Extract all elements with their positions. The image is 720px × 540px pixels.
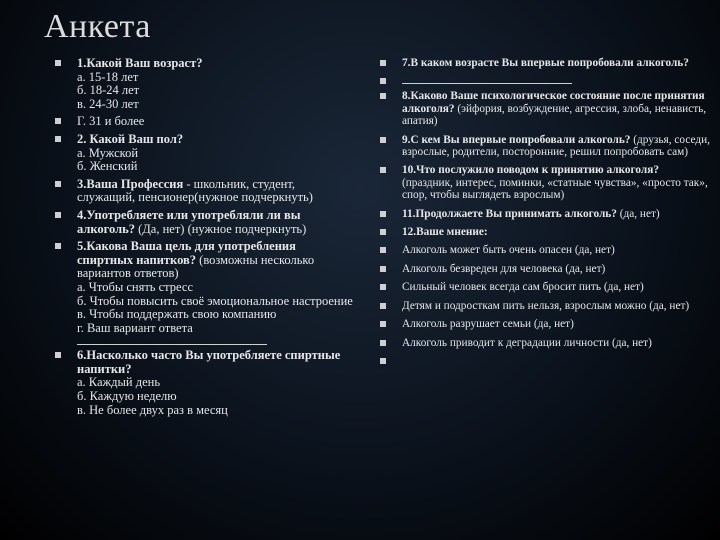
- question-frequency: [55, 349, 355, 417]
- square-bullet-icon: [380, 229, 386, 235]
- answer-option: а. Чтобы снять стресс: [77, 279, 193, 294]
- answer-option: в. Не более двух раз в месяц: [77, 402, 228, 417]
- square-bullet-icon: [380, 247, 386, 253]
- question-profession: [55, 178, 355, 205]
- answer-option: б. Чтобы повысить своё эмоциональное настроение: [77, 293, 353, 308]
- square-bullet-icon: [55, 136, 61, 142]
- square-bullet-icon: [380, 211, 386, 217]
- question-hint: (праздник, интерес, поминки, «статные чувства», «просто так», спор, чтобы выглядеть взрослым): [402, 176, 708, 202]
- question-reason: [380, 164, 710, 201]
- statement-text: Алкоголь безвреден для человека (да, нет): [402, 262, 606, 275]
- question-text: 6.Насколько часто Вы употребляете спиртные напитки?: [77, 348, 341, 376]
- question-hint: (Да, нет) (нужное подчеркнуть): [134, 221, 307, 236]
- question-text: 2. Какой Ваш пол?: [77, 131, 184, 146]
- question-purpose: [55, 240, 355, 345]
- question-text: 8.Каково Ваше психологическое состояние после принятия алкоголя?: [402, 90, 705, 115]
- answer-option: а. Каждый день: [77, 375, 161, 390]
- square-bullet-icon: [380, 78, 386, 84]
- square-bullet-icon: [380, 266, 386, 272]
- statement-text: Детям и подросткам пить нельзя, взрослым можно (да, нет): [402, 299, 690, 312]
- answer-option: а. Мужской: [77, 145, 139, 160]
- answer-blank: [380, 75, 710, 84]
- square-bullet-icon: [380, 137, 386, 143]
- left-column: [55, 57, 355, 421]
- question-hint: (возможны несколько вариантов ответов): [77, 252, 315, 281]
- square-bullet-icon: [55, 118, 61, 124]
- question-first-age: [380, 57, 710, 69]
- statement-text: Сильный человек всегда сам бросит пить (да, нет): [402, 281, 644, 294]
- question-text: 1.Какой Ваш возраст?: [77, 56, 203, 70]
- question-text: 11.Продолжаете Вы принимать алкоголь?: [402, 207, 617, 220]
- question-hint: (эйфория, возбуждение, агрессия, злоба, ненависть, апатия): [402, 102, 707, 128]
- answer-option: б. 18-24 лет: [77, 83, 140, 98]
- square-bullet-icon: [380, 303, 386, 309]
- square-bullet-icon: [55, 243, 61, 249]
- statement-text: Алкоголь разрушает семьи (да, нет): [402, 318, 574, 331]
- question-age-extra: [55, 115, 355, 129]
- slide-title: Анкета: [44, 8, 151, 45]
- statement-text: Алкоголь приводит к деградации личности (да, нет): [402, 336, 652, 349]
- answer-option: Г. 31 и более: [77, 114, 145, 129]
- statement-text: Алкоголь может быть очень опасен (да, нет): [402, 244, 615, 257]
- answer-option: в. 24-30 лет: [77, 96, 139, 111]
- question-text: 4.Употребляете или употребляли ли вы алкоголь?: [77, 207, 301, 236]
- answer-option: в. Чтобы поддержать свою компанию: [77, 307, 277, 322]
- square-bullet-icon: [55, 352, 61, 358]
- opinion-statement: [380, 318, 710, 330]
- question-hint: - школьник, студент, служащий, пенсионер(нужное подчеркнуть): [77, 176, 313, 205]
- square-bullet-icon: [55, 181, 61, 187]
- question-hint: (друзья, соседи, взрослые, родители, посторонние, решил попробовать сам): [402, 133, 710, 159]
- square-bullet-icon: [380, 60, 386, 66]
- question-with-whom: [380, 134, 710, 159]
- square-bullet-icon: [380, 321, 386, 327]
- opinion-statement: [380, 244, 710, 256]
- square-bullet-icon: [55, 212, 61, 218]
- question-text: 10.Что послужило поводом к принятию алкоголя?: [402, 164, 660, 177]
- question-opinion: [380, 226, 710, 238]
- question-gender: [55, 133, 355, 174]
- square-bullet-icon: [380, 93, 386, 99]
- square-bullet-icon: [380, 358, 386, 364]
- answer-blank-line: [77, 335, 267, 345]
- question-use: [55, 209, 355, 236]
- answer-blank-line: [402, 75, 572, 84]
- question-text: 12.Ваше мнение:: [402, 226, 488, 239]
- answer-option: а. 15-18 лет: [77, 69, 139, 84]
- question-text: 3.Ваша Профессия: [77, 176, 184, 191]
- opinion-statement: [380, 300, 710, 312]
- question-state: [380, 90, 710, 127]
- answer-option: б. Женский: [77, 159, 138, 174]
- answer-option: г. Ваш вариант ответа: [77, 320, 193, 335]
- answer-option: б. Каждую неделю: [77, 389, 177, 404]
- opinion-statement: [380, 281, 710, 293]
- opinion-statement: [380, 337, 710, 349]
- square-bullet-icon: [380, 340, 386, 346]
- square-bullet-icon: [380, 284, 386, 290]
- question-hint: (да, нет): [616, 207, 660, 220]
- question-text: 7.В каком возрасте Вы впервые попробовали алкоголь?: [402, 57, 689, 69]
- question-text: 5.Какова Ваша цель для употребления спиртных напитков?: [77, 239, 296, 267]
- right-column: [380, 57, 710, 355]
- question-continue: [380, 208, 710, 220]
- square-bullet-icon: [55, 60, 61, 66]
- square-bullet-icon: [380, 167, 386, 173]
- question-text: 9.С кем Вы впервые попробовали алкоголь?: [402, 133, 631, 146]
- opinion-statement: [380, 263, 710, 275]
- question-age: [55, 57, 355, 111]
